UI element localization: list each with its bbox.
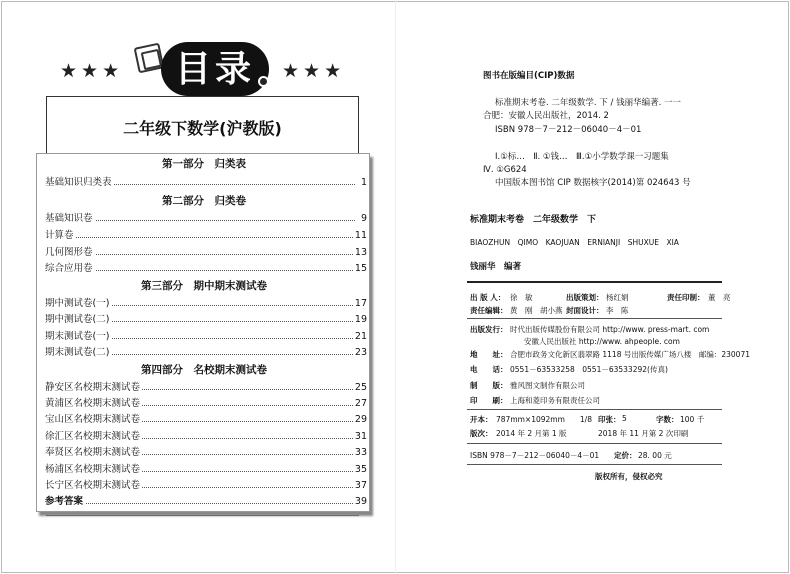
toc-entry-page: 15 xyxy=(354,263,367,274)
label: 字数： xyxy=(656,415,679,424)
book-subtitle: 二年级下数学(沪教版) xyxy=(123,119,282,138)
label: 出版发行： xyxy=(470,325,508,334)
toc-entry-title: 期末测试卷(二) xyxy=(45,347,110,358)
page-fold xyxy=(395,0,396,574)
edition: 2014 年 2 月第 1 版 xyxy=(496,429,567,438)
label: 制 版： xyxy=(470,381,508,390)
toc-card xyxy=(36,153,370,512)
cover-designer: 李 陈 xyxy=(606,306,629,315)
toc-entry[interactable] xyxy=(45,329,367,344)
label: 版次： xyxy=(470,429,493,438)
toc-entry-answers[interactable] xyxy=(45,494,367,509)
toc-entry-title: 计算卷 xyxy=(45,230,74,241)
toc-entry-page: 11 xyxy=(354,230,367,241)
phone: 0551－63533258 0551－63533292(传真) xyxy=(510,365,668,374)
toc-entry-title: 奉贤区名校期末测试卷 xyxy=(45,447,141,458)
copyright-notice: 版权所有，侵权必究 xyxy=(595,472,663,481)
book-pinyin: BIAOZHUN QIMO KAOJUAN ERNIANJI SHUXUE XIA xyxy=(470,238,679,247)
plate-maker: 雅风图文制作有限公司 xyxy=(510,381,585,390)
stars-right-decoration: ★★★ xyxy=(282,60,346,82)
printer: 上海和菱印务有限责任公司 xyxy=(510,396,600,405)
printing: 2018 年 11 月第 2 次印刷 xyxy=(598,429,689,438)
toc-entry[interactable] xyxy=(45,296,367,311)
divider xyxy=(467,464,722,465)
dot-icon xyxy=(258,76,269,87)
toc-entry[interactable] xyxy=(45,396,367,411)
toc-entry[interactable] xyxy=(45,478,367,493)
address: 合肥市政务文化新区翡翠路 1118 号出版传媒广场八楼 邮编：230071 xyxy=(510,350,750,359)
format: 787mm×1092mm 1/8 xyxy=(496,415,592,424)
toc-entry-title: 综合应用卷 xyxy=(45,263,93,274)
divider xyxy=(467,409,722,410)
label: 封面设计： xyxy=(566,306,604,315)
cip-line: 标准期末考卷. 二年级数学. 下 / 钱丽华编著. 一一 xyxy=(495,98,681,108)
toc-entry-page: 29 xyxy=(354,414,367,425)
cip-line: 合肥：安徽人民出版社，2014. 2 xyxy=(483,111,609,121)
toc-entry-title: 静安区名校期末测试卷 xyxy=(45,382,141,393)
divider xyxy=(467,443,722,444)
toc-entry-page: 13 xyxy=(354,247,367,258)
cip-isbn: ISBN 978－7－212－06040－4－01 xyxy=(495,125,642,135)
section-heading: 第二部分 归类卷 xyxy=(162,195,246,207)
toc-entry-page: 9 xyxy=(360,213,367,224)
sheets: 5 xyxy=(622,414,627,423)
label: 定价： xyxy=(614,451,637,460)
toc-entry-page: 35 xyxy=(354,464,367,475)
toc-entry-title: 黄浦区名校期末测试卷 xyxy=(45,398,141,409)
book-author: 钱丽华 编著 xyxy=(470,262,522,272)
toc-title: 目录 xyxy=(161,42,269,96)
label: 出 版 人： xyxy=(470,293,506,302)
isbn: ISBN 978－7－212－06040－4－01 xyxy=(470,451,600,460)
label: 开本： xyxy=(470,415,493,424)
toc-entry[interactable] xyxy=(45,228,367,243)
toc-entry-page: 1 xyxy=(360,177,367,188)
toc-entry[interactable] xyxy=(45,175,367,190)
dice-icon xyxy=(134,43,165,74)
print-manager: 董 亮 xyxy=(708,293,731,302)
cip-line: Ⅰ.①标… Ⅱ. ①钱… Ⅲ.①小学数学课一习题集 xyxy=(495,152,669,162)
toc-entry[interactable] xyxy=(45,429,367,444)
distributor: 时代出版传媒股份有限公司 http://www. press-mart. com xyxy=(510,325,710,334)
toc-entry[interactable] xyxy=(45,445,367,460)
toc-entry-title: 期末测试卷(一) xyxy=(45,331,110,342)
toc-entry-title: 基础知识卷 xyxy=(45,213,93,224)
label: 出版策划： xyxy=(566,293,604,302)
cip-line: 中国版本图书馆 CIP 数据核字(2014)第 024643 号 xyxy=(495,178,691,188)
distributor: 安徽人民出版社 http://www. ahpeople. com xyxy=(524,337,680,346)
cip-line: Ⅳ. ①G624 xyxy=(483,165,527,175)
toc-entry-title: 杨浦区名校期末测试卷 xyxy=(45,464,141,475)
toc-entry-title: 期中测试卷(一) xyxy=(45,298,110,309)
toc-entry-title: 几何图形卷 xyxy=(45,247,93,258)
toc-entry-page: 23 xyxy=(354,347,367,358)
toc-entry[interactable] xyxy=(45,261,367,276)
toc-entry-title: 长宁区名校期末测试卷 xyxy=(45,480,141,491)
publisher-person: 徐 敏 xyxy=(510,293,533,302)
label: 电 话： xyxy=(470,365,508,374)
label: 责任编辑： xyxy=(470,306,508,315)
toc-entry-page: 33 xyxy=(354,447,367,458)
planner: 杨红娟 xyxy=(606,293,629,302)
stars-left-decoration: ★★★ xyxy=(60,60,124,82)
label: 地 址： xyxy=(470,350,508,359)
section-heading: 第一部分 归类表 xyxy=(162,158,246,170)
toc-entry-title: 宝山区名校期末测试卷 xyxy=(45,414,141,425)
section-heading: 第三部分 期中期末测试卷 xyxy=(141,280,267,292)
toc-entry[interactable] xyxy=(45,462,367,477)
price: 28. 00 元 xyxy=(638,451,672,460)
toc-entry[interactable] xyxy=(45,380,367,395)
label: 印张： xyxy=(598,415,621,424)
word-count: 100 千 xyxy=(680,415,705,424)
toc-entry[interactable] xyxy=(45,345,367,360)
label: 印 刷： xyxy=(470,396,508,405)
section-heading: 第四部分 名校期末测试卷 xyxy=(141,364,267,376)
divider xyxy=(467,281,722,283)
toc-entry-page: 25 xyxy=(354,382,367,393)
toc-entry-title: 期中测试卷(二) xyxy=(45,314,110,325)
toc-entry-title: 徐汇区名校期末测试卷 xyxy=(45,431,141,442)
toc-entry-page: 19 xyxy=(354,314,367,325)
toc-entry-page: 39 xyxy=(354,496,367,507)
editors: 黄 刚 胡小燕 xyxy=(510,306,563,315)
label: 责任印制： xyxy=(667,293,705,302)
toc-entry-page: 31 xyxy=(354,431,367,442)
toc-entry-page: 21 xyxy=(354,331,367,342)
toc-entry-page: 17 xyxy=(354,298,367,309)
toc-entry-title: 参考答案 xyxy=(45,496,84,507)
toc-entry[interactable] xyxy=(45,211,367,226)
toc-entry[interactable] xyxy=(45,412,367,427)
toc-entry-page: 27 xyxy=(354,398,367,409)
toc-entry-title: 基础知识归类表 xyxy=(45,177,112,188)
cip-title: 图书在版编目(CIP)数据 xyxy=(483,71,575,81)
book-title: 标准期末考卷 二年级数学 下 xyxy=(470,215,597,225)
divider xyxy=(467,318,722,319)
toc-entry[interactable] xyxy=(45,245,367,260)
toc-entry[interactable] xyxy=(45,312,367,327)
toc-entry-page: 37 xyxy=(354,480,367,491)
